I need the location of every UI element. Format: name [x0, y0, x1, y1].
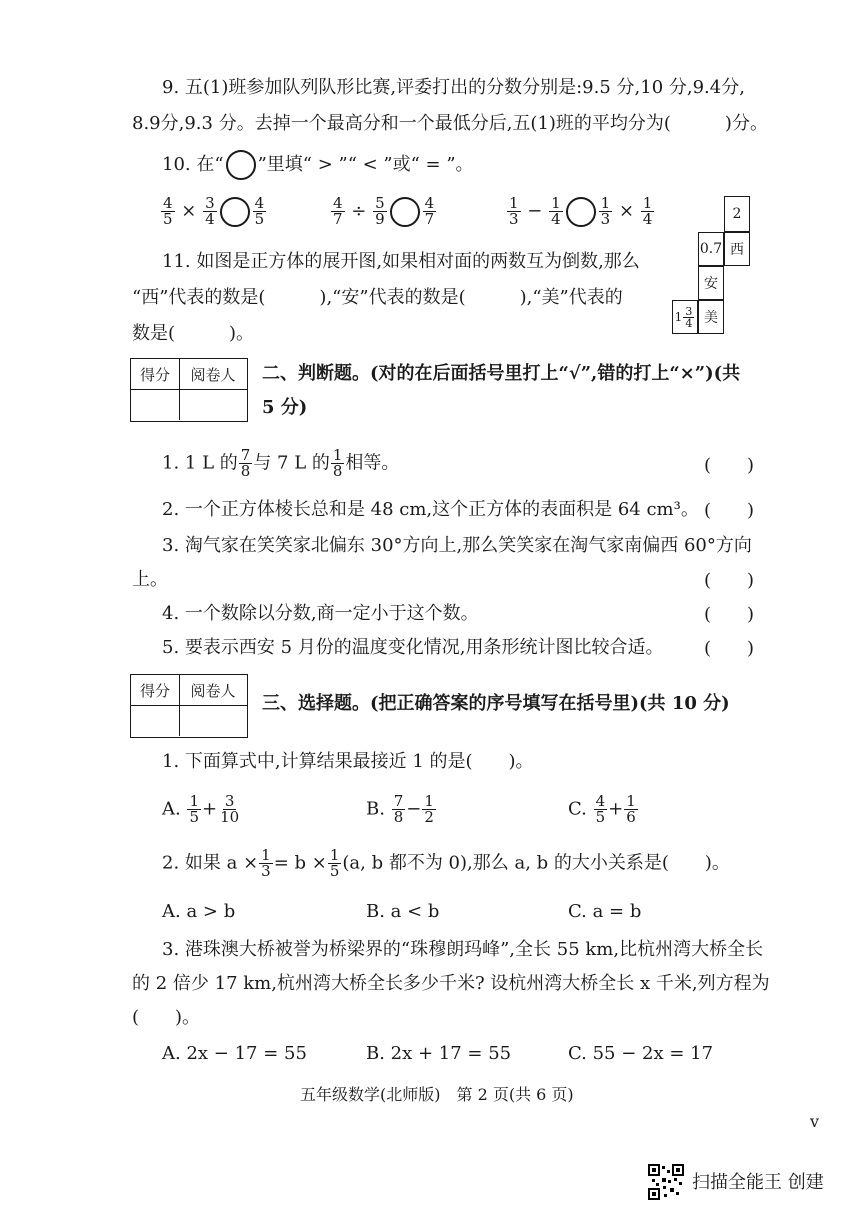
compare-circle-1[interactable]	[220, 197, 250, 227]
net-cell: 美	[698, 300, 724, 334]
q11-line1: 11. 如图是正方体的展开图,如果相对面的两数互为倒数,那么	[162, 251, 640, 272]
corner-mark: v	[810, 1112, 820, 1131]
choice-q1-option-a[interactable]: A. $\frac{1}{5}$ + $\frac{3}{10}$	[162, 792, 240, 826]
q10-expr3: $\frac{1}{3}$ − $\frac{1}{4}$ $\frac{1}{3}$ × $\frac{1}{4}$	[509, 194, 653, 228]
choice-q2-option-b[interactable]: B. a < b	[366, 901, 440, 922]
choice-q1: 1. 下面算式中,计算结果最接近 1 的是( )。	[162, 751, 534, 772]
score-input[interactable]	[131, 390, 180, 420]
choice-q2-option-c[interactable]: C. a = b	[568, 901, 642, 922]
page-footer: 五年级数学(北师版) 第 2 页(共 6 页)	[300, 1085, 574, 1104]
net-cell: 2	[724, 196, 750, 232]
choice-q3-option-b[interactable]: B. 2x + 17 = 55	[366, 1043, 512, 1064]
judge-item-2: 2. 一个正方体棱长总和是 48 cm,这个正方体的表面积是 64 cm³。	[162, 499, 699, 520]
choice-q3-line2: 的 2 倍少 17 km,杭州湾大桥全长多少千米? 设杭州湾大桥全长 x 千米,列方程为	[132, 973, 770, 994]
choice-q3-line1: 3. 港珠澳大桥被誉为桥梁界的“珠穆朗玛峰”,全长 55 km,比杭州湾大桥全长	[162, 939, 764, 960]
qr-code-icon	[648, 1164, 684, 1200]
judge-item-3: 3. 淘气家在笑笑家北偏东 30°方向上,那么笑笑家在淘气家南偏西 60°方向	[162, 535, 752, 556]
score-input[interactable]	[131, 706, 180, 736]
q9-line2: 8.9分,9.3 分。去掉一个最高分和一个最低分后,五(1)班的平均分为( )分。	[132, 113, 768, 134]
q10-expr2: $\frac{4}{7}$ ÷ $\frac{5}{9}$ $\frac{4}{7}$	[333, 194, 435, 228]
answer-paren[interactable]: ( )	[704, 455, 755, 476]
choice-q1-option-b[interactable]: B. $\frac{7}{8}$ − $\frac{1}{2}$	[366, 792, 434, 826]
compare-circle-3[interactable]	[566, 197, 596, 227]
compare-circle-2[interactable]	[390, 197, 420, 227]
q9-line1: 9. 五(1)班参加队列队形比赛,评委打出的分数分别是:9.5 分,10 分,9.4分,	[162, 77, 745, 98]
q10-expr1: $\frac{4}{5}$ × $\frac{3}{4}$ $\frac{4}{5}$	[163, 194, 265, 228]
net-cell: 安	[698, 266, 724, 300]
choice-q1-option-c[interactable]: C. $\frac{4}{5}$ + $\frac{1}{6}$	[568, 792, 636, 826]
judge-item-5: 5. 要表示西安 5 月份的温度变化情况,用条形统计图比较合适。	[162, 637, 664, 658]
choice-q3-option-c[interactable]: C. 55 − 2x = 17	[568, 1043, 714, 1064]
section3-title: 三、选择题。(把正确答案的序号填写在括号里)(共 10 分)	[262, 693, 730, 714]
judge-item-1: 1. 1 L 的 $\frac{7}{8}$ 与 7 L 的 $\frac{1}{8}$ 相等。	[162, 446, 400, 480]
net-cell: 西	[724, 232, 750, 266]
answer-paren[interactable]: ( )	[704, 604, 755, 625]
choice-q2: 2. 如果 a × $\frac{1}{3}$ = b × $\frac{1}{5}$ (a, b 都不为 0),那么 a, b 的大小关系是( )。	[162, 846, 730, 880]
judge-item-4: 4. 一个数除以分数,商一定小于这个数。	[162, 603, 479, 624]
cube-net	[672, 188, 752, 328]
score-box: 得分 阅卷人	[130, 358, 248, 422]
grader-input[interactable]	[180, 706, 246, 736]
blank-circle	[226, 150, 256, 180]
section2-title: 二、判断题。(对的在后面括号里打上“√”,错的打上“×”)(共	[262, 363, 741, 384]
judge-item-3-cont: 上。	[132, 569, 168, 590]
grader-input[interactable]	[180, 390, 246, 420]
answer-paren[interactable]: ( )	[704, 638, 755, 659]
q11-line2: “西”代表的数是( ),“安”代表的数是( ),“美”代表的	[132, 287, 623, 308]
score-box: 得分 阅卷人	[130, 674, 248, 738]
q10-instruction: 10. 在“ ”里填“ > ”“ < ”或“ = ”。	[162, 150, 474, 180]
scanner-brand: 扫描全能王 创建	[692, 1172, 824, 1193]
choice-q2-option-a[interactable]: A. a > b	[162, 901, 236, 922]
net-cell: 0.7	[698, 232, 724, 266]
net-cell: 1 $\frac{3}{4}$	[672, 300, 698, 334]
q11-line3: 数是( )。	[132, 323, 255, 344]
choice-q3-line3: ( )。	[132, 1007, 201, 1028]
answer-paren[interactable]: ( )	[704, 500, 755, 521]
answer-paren[interactable]: ( )	[704, 570, 755, 591]
section2-title-cont: 5 分)	[262, 397, 308, 418]
choice-q3-option-a[interactable]: A. 2x − 17 = 55	[162, 1043, 307, 1064]
